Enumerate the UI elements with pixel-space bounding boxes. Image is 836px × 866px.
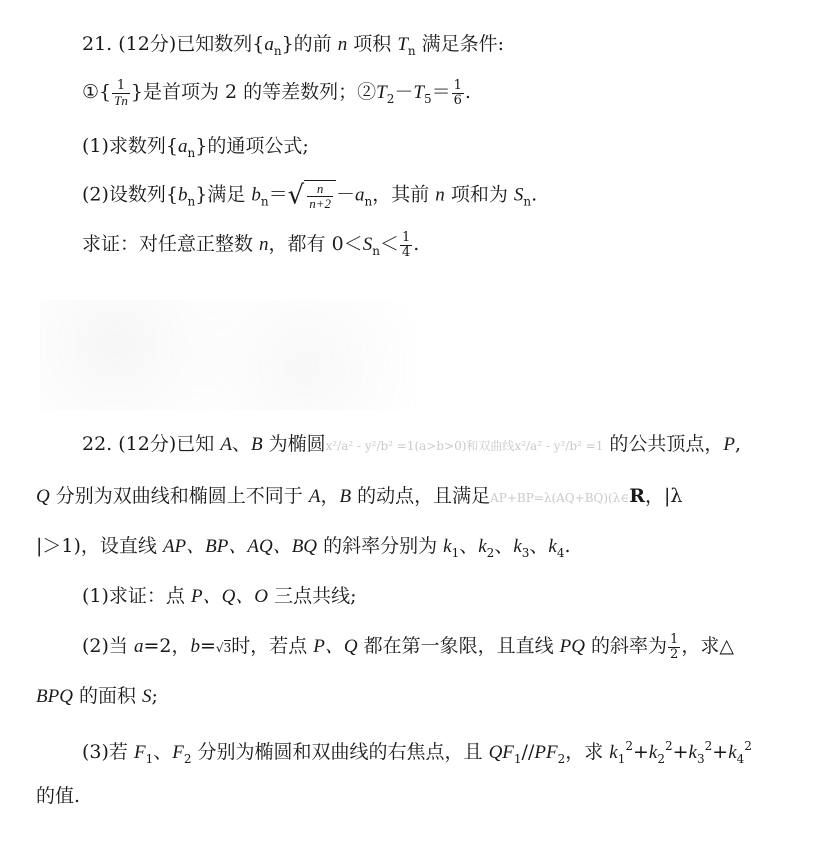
q22-k1: k [443,536,452,557]
q22-part2-line [82,632,734,662]
q22-sum-s1: 1 [617,752,626,766]
q22-part2b-line [36,682,158,711]
q21-p3-frac: $\frac{1}{4}$ [401,229,411,260]
q22-sum-k4: k [728,742,737,763]
q21-part1-line [82,132,309,167]
q22-part3-line [82,732,752,773]
q21-p2-end: . [531,183,538,206]
q21-part3-line [82,230,419,265]
q22-p2-pre: (2)当 [82,635,134,657]
q22-parallel: // [521,741,535,763]
q21-p3-n: n [259,234,269,255]
q22-QF: QF [488,742,514,763]
q21-head-sub: n [273,44,282,58]
q21-cond2-minus: － [394,81,414,103]
q21-cond1-text: 是首项为 2 的等差数列；② [142,81,377,103]
q21-p2-tail: ，其前 [372,183,436,206]
q21-p1-end: }的通项公式; [195,135,309,157]
q22-p2b-tri: BPQ [36,686,73,707]
q22-l3-text: |＞1)，设直线 [36,535,163,557]
q22-sum-k2: k [648,742,658,763]
q22-sum-sq1: 2 [625,739,633,753]
q22-F2: F [172,742,184,763]
q22-l3-lines: AP、BP、AQ、BQ [162,536,318,557]
q21-p2-sqrt: √ $\frac{n}{n+2}$ [288,180,336,211]
q22-sum-k1: k [609,742,618,763]
q22-l1-A: A [220,434,232,455]
q22-p3b-end: 的值. [36,785,81,807]
q22-sum-s2: 2 [657,752,665,766]
q21-cond2-T5sub: 5 [423,92,432,106]
q21-p2-tail2: 项和为 [444,183,514,206]
q22-part3b-line [36,782,80,810]
q22-k3: k [513,536,522,557]
q21-part2-line [82,180,537,215]
q22-l3-end: . [564,535,571,557]
q22-k2: k [478,536,487,557]
q22-k4-sub: 4 [556,546,565,560]
q22-line3 [36,532,571,567]
q22-sep1: 、 [459,535,479,557]
q22-l1-sep: 、 [231,433,251,455]
q22-p2-mid2: 都在第一象限，且直线 [357,635,560,657]
q22-sep3: 、 [529,535,549,557]
q22-p2-a: a [133,636,144,657]
q22-l1-mid: 为椭圆 [262,433,326,455]
q22-p1-pts: P、Q、O [190,586,269,607]
q21-p1-a: a [178,136,188,157]
q22-ellipse-equation: x²/a² - y²/b² =1(a>b>0)和双曲线 [325,439,515,453]
q22-sum-k3: k [688,742,697,763]
q22-p2-bval: = [199,635,216,657]
q22-sum-sq4: 2 [744,739,752,753]
q22-l1-comma: , [735,433,742,455]
q22-plus2: + [672,741,689,763]
q21-head-mid: }的前 [281,33,338,55]
q22-p2-mid3: 的斜率为 [585,635,668,657]
q22-PF: PF [534,742,558,763]
q22-l2-B: B [339,486,352,507]
q21-p1-text: (1)求数列{ [82,135,179,157]
q22-k1-sub: 1 [451,546,460,560]
scan-noise [40,300,420,410]
q21-p2-minus: － [336,183,356,206]
q22-p2b-text: 的面积 [72,685,143,707]
q22-k4: k [548,536,557,557]
q22-p3-pre: (3)若 [82,741,134,763]
q22-vector-condition: AP+BP=λ(AQ+BQ)(λ∈ [490,491,630,505]
q22-sum-s4: 4 [736,752,745,766]
q22-p1-end: 三点共线; [268,585,357,607]
q21-p3-end: . [413,233,420,255]
q21-p2-mid: }满足 [195,183,252,206]
q21-p3-pre: 求证：对任意正整数 [82,233,260,255]
q22-PF-sub: 2 [557,752,566,766]
q22-p2b-end: ; [151,685,158,707]
q22-p2-PQ2: PQ [559,636,585,657]
q22-l2-comma: ， [320,485,340,507]
q21-head-a: a [264,34,274,55]
q21-head-T: T [397,34,408,55]
q21-p1-sub: n [187,146,196,160]
q21-cond2-T2: T [376,82,387,103]
q22-p3-sep: 、 [153,741,173,763]
q21-p2-b: b [178,184,188,206]
q22-sum-sq3: 2 [704,739,713,753]
q21-p2-eq: ＝ [268,183,288,206]
q22-p2-frac: $\frac{1}{2}$ [670,631,679,662]
q22-hyperbola-equation: x²/a² - y²/b² =1 [514,439,604,453]
q21-p2-bsub: n [187,194,196,209]
q22-p3-ask: ，求 [565,741,610,763]
q21-head-mid2: 项积 [347,33,398,55]
q22-l3-text2: 的斜率分别为 [317,535,444,557]
q21-p2-pre: (2)设数列{ [82,183,179,206]
q22-plus1: + [632,741,649,763]
q22-F1-sub: 1 [145,752,154,766]
q21-cond2-T2sub: 2 [386,92,395,106]
q22-l1-P: P [723,434,735,455]
q21-brace-right: } [130,81,143,103]
q22-l2-text2: 的动点，且满足 [351,485,491,507]
q21-p3-lt: ＜ [379,233,399,255]
q21-p3-mid: ，都有 0＜ [268,233,363,255]
q22-l1-B: B [250,434,263,455]
q21-cond1-frac: $\frac{1}{Tn}$ [114,77,128,108]
q21-cond1-pre: ① [82,81,100,103]
q22-l2-tail: ，|λ [645,485,683,507]
q22-p1-pre: (1)求证：点 [82,585,191,607]
q21-head-end: 满足条件: [415,33,505,55]
q22-sum-s3: 3 [696,752,705,766]
q22-sum-sq2: 2 [664,739,673,753]
q22-p2-aval: =2， [143,635,191,657]
q21-cond2-end: . [464,81,471,103]
q21-cond2-T5: T [413,82,424,103]
q22-p2-sqrt: √3 [215,641,232,655]
q22-F1: F [133,742,146,763]
q22-k2-sub: 2 [486,546,495,560]
q22-F2-sub: 2 [183,752,192,766]
q21-head-n: n [337,34,348,55]
q22-line1 [82,430,741,460]
q21-head: 21. (12分)已知数列{ [82,33,265,55]
q21-p2-b2: b [251,184,261,206]
q22-p2-PQ: P、Q [313,636,358,657]
q22-part1-line [82,582,356,611]
q22-p3-mid: 分别为椭圆和双曲线的右焦点，且 [191,741,489,763]
q22-l1-pre: 22. (12分)已知 [82,433,221,455]
q21-conditions-line [82,78,471,113]
q21-p2-Ssub: n [523,194,532,209]
q21-p3-S: S [362,234,373,255]
q21-head-Tsub: n [407,44,416,58]
q21-p2-S: S [513,184,524,206]
q21-p2-n: n [435,184,445,206]
q21-p2-b2sub: n [260,194,269,209]
q22-l2-Q: Q [36,486,50,507]
q22-sep2: 、 [494,535,514,557]
q22-plus3: + [712,741,729,763]
q22-p2b-S: S [142,686,152,707]
q21-title-line [82,30,504,65]
q22-k3-sub: 3 [521,546,530,560]
q21-p2-asub: n [364,194,373,209]
q22-p2-mid: 时，若点 [231,635,314,657]
q21-cond2-frac: $\frac{1}{6}$ [453,77,462,108]
q21-p2-a: a [355,184,365,206]
q21-brace-left: { [99,81,112,103]
q22-p2-end: ，求△ [681,635,734,657]
q22-l2-R: R [629,485,646,507]
q22-l2-A: A [308,486,321,507]
q22-line2 [36,482,682,512]
q21-cond2-eq: ＝ [431,81,451,103]
q22-QF-sub: 1 [513,752,522,766]
q22-l1-end: 的公共顶点， [603,433,724,455]
q21-p3-Ssub: n [372,244,380,258]
q22-p2-b: b [190,636,200,657]
q22-l2-text: 分别为双曲线和椭圆上不同于 [49,485,309,507]
